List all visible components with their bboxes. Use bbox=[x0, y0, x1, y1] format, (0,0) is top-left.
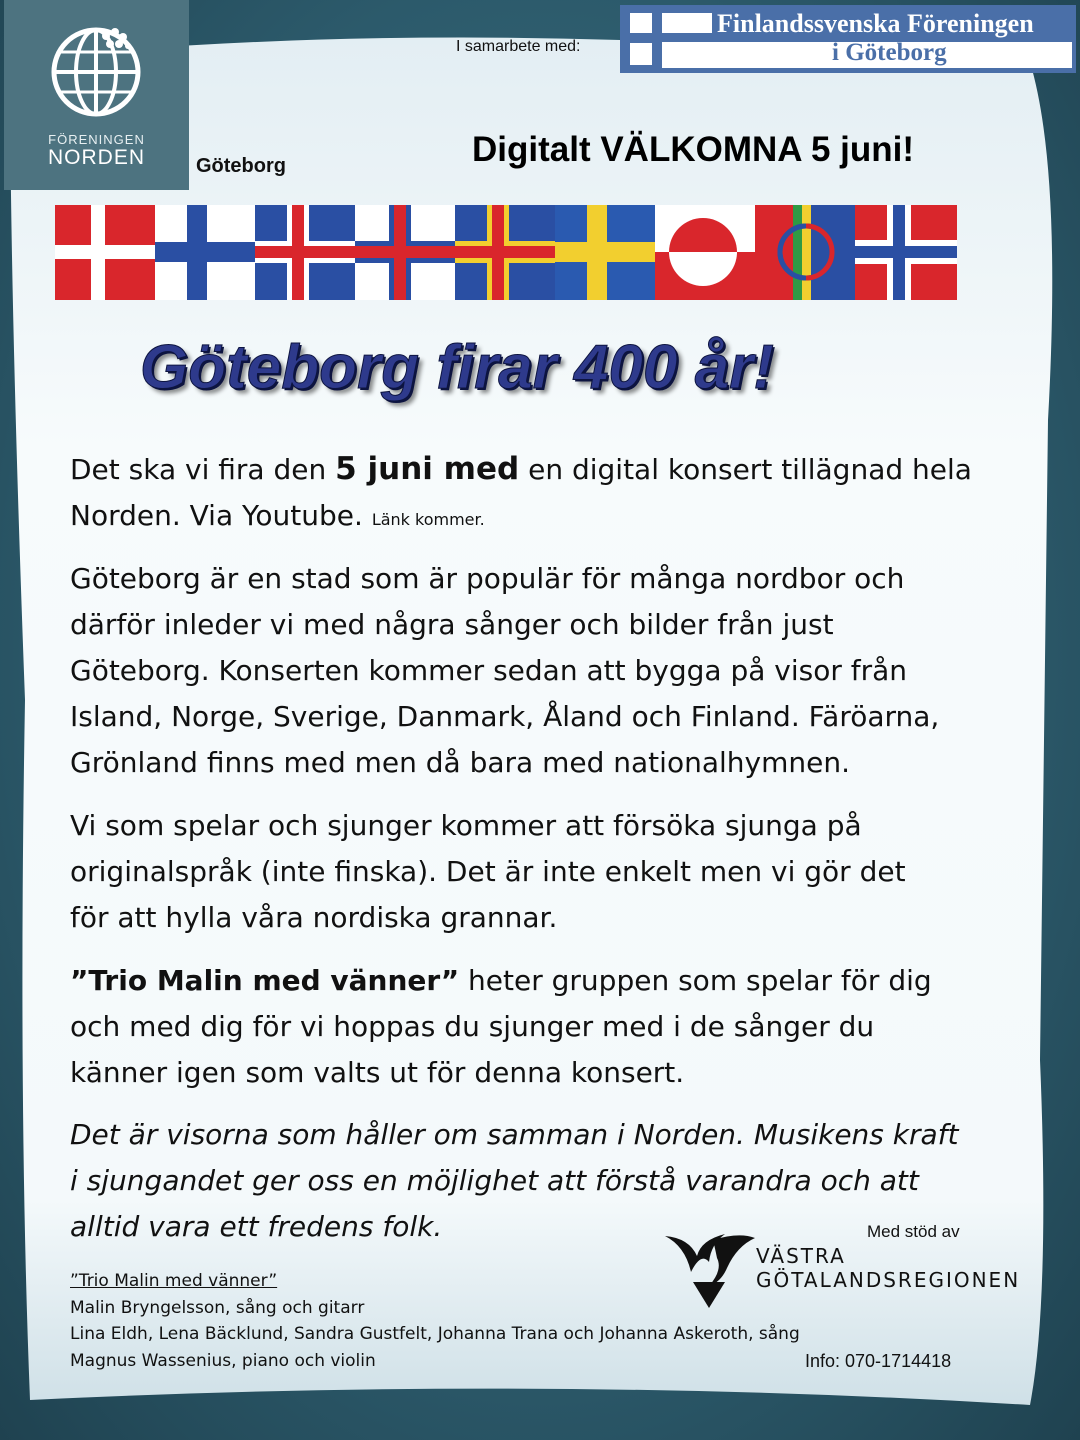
partner-name-bar bbox=[662, 39, 1072, 68]
text-span: en digital konsert tillägnad hela bbox=[519, 453, 972, 486]
credits-line: Magnus Wassenius, piano och violin bbox=[70, 1350, 376, 1371]
credits-line: Malin Bryngelsson, sång och gitarr bbox=[70, 1297, 365, 1318]
aland-flag bbox=[455, 205, 555, 300]
paragraph-1-line1 bbox=[70, 446, 1030, 493]
date-bold: 5 juni med bbox=[335, 451, 520, 487]
partner-name-line1: Finlandssvenska Föreningen bbox=[717, 9, 1034, 38]
paragraph-4 bbox=[70, 958, 1030, 1096]
paragraph-line: Grönland finns med men då bara med nationalhymnen. bbox=[70, 746, 850, 779]
paragraph-4-line1 bbox=[70, 958, 1030, 1004]
partner-logo-bar bbox=[662, 13, 712, 33]
iceland-flag bbox=[255, 205, 355, 300]
paragraph-1 bbox=[70, 446, 1030, 543]
city-label: Göteborg bbox=[196, 155, 286, 177]
globe-icon bbox=[48, 22, 144, 118]
sponsor-name-line2: GÖTALANDSREGIONEN bbox=[756, 1268, 1021, 1292]
logo-line1: FÖRENINGEN bbox=[48, 132, 145, 147]
foreningen-norden-logo bbox=[4, 0, 189, 190]
paragraph-line: Göteborg. Konserten kommer sedan att bygga på visor från bbox=[70, 654, 908, 687]
faroe-islands-flag bbox=[355, 205, 455, 300]
greenland-flag bbox=[655, 205, 755, 300]
paragraph-line: och med dig för vi hoppas du sjunger med i de sånger du bbox=[70, 1010, 875, 1043]
logo-line2: NORDEN bbox=[47, 146, 145, 169]
paragraph-1-line2 bbox=[70, 493, 1030, 543]
credits-group-name: ”Trio Malin med vänner” bbox=[70, 1271, 278, 1291]
paragraph-2 bbox=[70, 556, 1030, 786]
main-title: Göteborg firar 400 år! bbox=[140, 333, 774, 402]
credits-line: Lina Eldh, Lena Bäcklund, Sandra Gustfelt, Johanna Trana och Johanna Askeroth, sång bbox=[70, 1324, 800, 1344]
partner-logo-square bbox=[630, 43, 652, 65]
sponsor-name-line1: VÄSTRA bbox=[756, 1244, 846, 1268]
paragraph-line: i sjungandet ger oss en möjlighet att förstå varandra och att bbox=[70, 1164, 919, 1197]
paragraph-line: Island, Norge, Sverige, Danmark, Åland och Finland. Färöarna, bbox=[70, 700, 940, 733]
partner-logo-square bbox=[630, 13, 652, 33]
text-span: Det ska vi fira den bbox=[70, 453, 336, 486]
paragraph-line: alltid vara ett fredens folk. bbox=[70, 1210, 443, 1243]
headline: Digitalt VÄLKOMNA 5 juni! bbox=[472, 130, 915, 169]
nordic-flags-banner bbox=[55, 205, 957, 300]
finland-flag bbox=[155, 205, 255, 300]
support-label: Med stöd av bbox=[867, 1222, 960, 1241]
norway-flag bbox=[855, 205, 957, 300]
partner-name-line2: i Göteborg bbox=[832, 39, 947, 66]
paragraph-line: originalspråk (inte finska). Det är inte enkelt men vi gör det bbox=[70, 855, 906, 888]
denmark-flag bbox=[55, 205, 155, 300]
group-name-bold: ”Trio Malin med vänner” bbox=[70, 964, 460, 997]
vgr-logo-icon bbox=[665, 1232, 755, 1310]
paragraph-line: Vi som spelar och sjunger kommer att försöka sjunga på bbox=[70, 809, 862, 842]
paragraph-line: Göteborg är en stad som är populär för många nordbor och bbox=[70, 562, 905, 595]
text-span: Norden. Via Youtube. bbox=[70, 499, 372, 532]
sweden-flag bbox=[555, 205, 655, 300]
paragraph-3 bbox=[70, 803, 1030, 941]
paragraph-line: därför inleder vi med några sånger och bilder från just bbox=[70, 608, 834, 641]
paragraph-line: känner igen som valts ut för denna konsert. bbox=[70, 1056, 685, 1089]
paragraph-line: för att hylla våra nordiska grannar. bbox=[70, 901, 558, 934]
collaboration-label: I samarbete med: bbox=[456, 38, 581, 55]
sami-flag bbox=[755, 205, 855, 300]
link-note: Länk kommer. bbox=[371, 510, 485, 529]
info-phone: Info: 070-1714418 bbox=[805, 1351, 952, 1371]
paragraph-line: Det är visorna som håller om samman i Norden. Musikens kraft bbox=[70, 1118, 959, 1151]
text-span: heter gruppen som spelar för dig bbox=[459, 964, 932, 997]
